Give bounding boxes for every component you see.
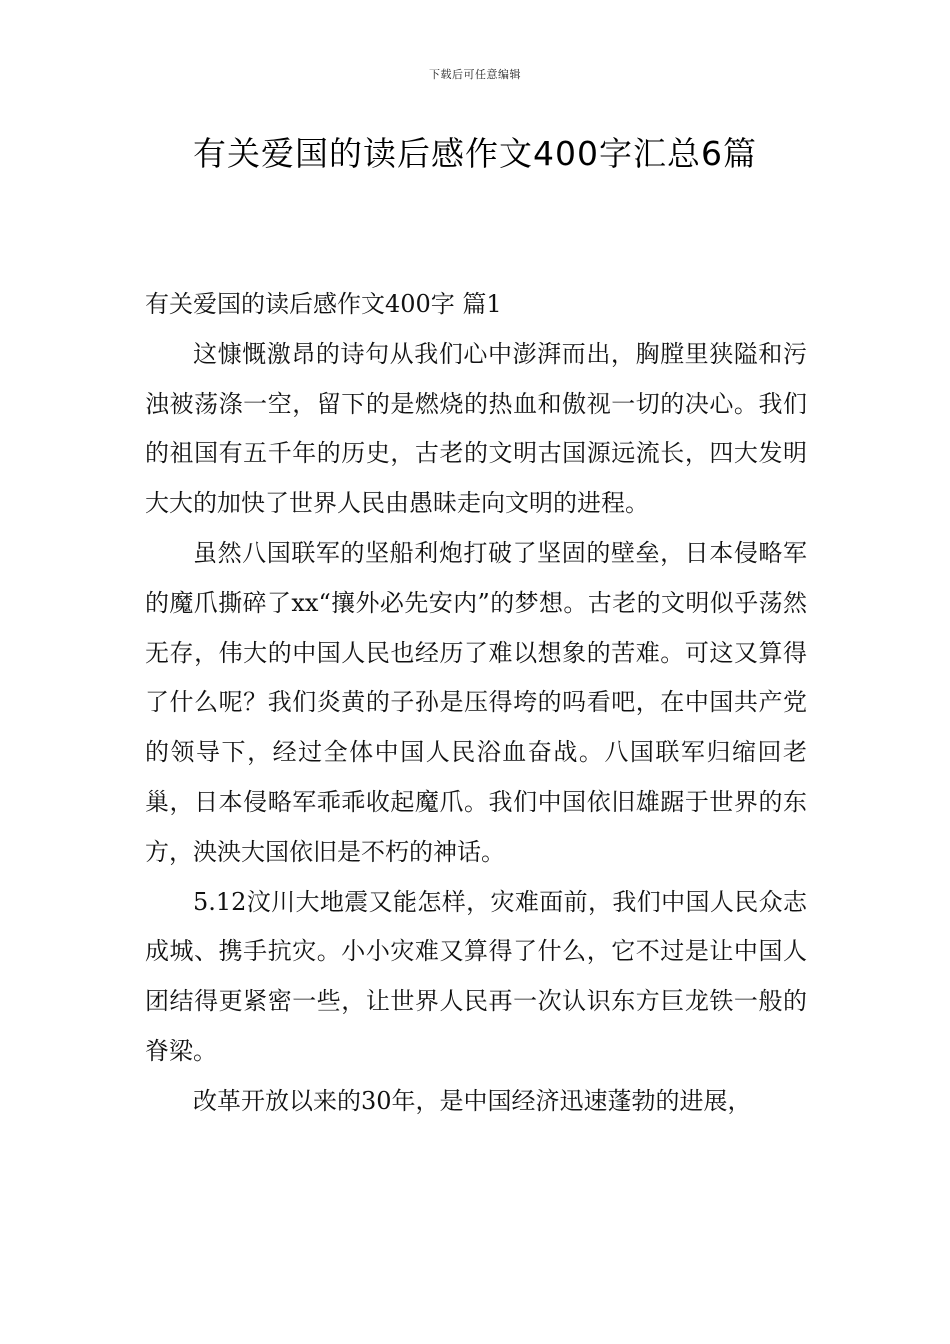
paragraph-1: 这慷慨激昂的诗句从我们心中澎湃而出，胸膛里狭隘和污浊被荡涤一空，留下的是燃烧的热血和傲视一切的决心。我们的祖国有五千年的历史，古老的文明古国源远流长，四大发明大大的加快了世界人民由愚昧走向文明的进程。 xyxy=(145,339,807,518)
document-title: 有关爱国的读后感作文400字汇总6篇 xyxy=(193,134,757,173)
document-body xyxy=(145,280,807,1127)
paragraph-3: 5.12汶川大地震又能怎样，灾难面前，我们中国人民众志成城、携手抗灾。小小灾难又算得了什么，它不过是让中国人团结得更紧密一些，让世界人民再一次认识东方巨龙铁一般的脊梁。 xyxy=(145,887,807,1065)
section-heading: 有关爱国的读后感作文400字 篇1 xyxy=(145,290,502,318)
header-note: 下载后可任意编辑 xyxy=(429,68,521,81)
paragraph-4: 改革开放以来的30年，是中国经济迅速蓬勃的进展， xyxy=(193,1086,752,1115)
paragraph-2: 虽然八国联军的坚船利炮打破了坚固的壁垒，日本侵略军的魔爪撕碎了xx“攘外必先安内”的梦想。古老的文明似乎荡然无存，伟大的中国人民也经历了难以想象的苦难。可这又算得了什么呢？我们炎黄的子孙是压得垮的吗看吧，在中国共产党的领导下，经过全体中国人民浴血奋战。八国联军归缩回老巢，日本侵略军乖乖收起魔爪。我们中国依旧雄踞于世界的东方，泱泱大国依旧是不朽的神话。 xyxy=(145,538,807,866)
